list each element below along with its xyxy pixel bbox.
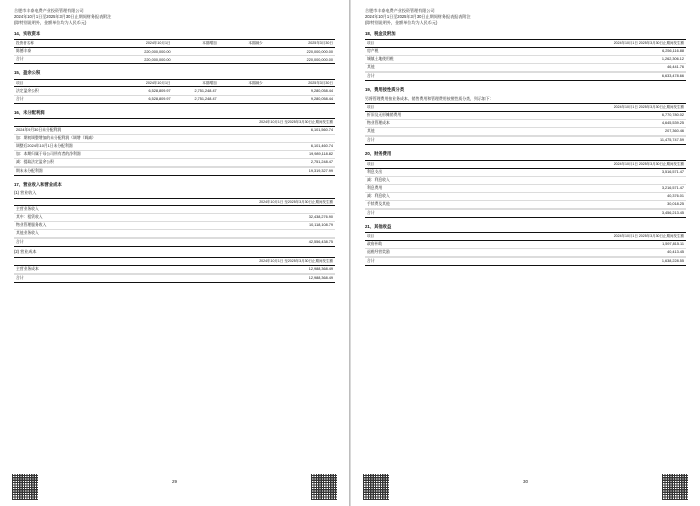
qr-code-icon [311,474,337,500]
currency-unit-note: (除特别说明外，金额单位均为人民币元) [365,19,438,25]
row-label: 利息支出 [367,169,383,174]
report-period: 2024年10月1日至2025年3月30日止期间财务报表报表附注 [365,13,471,19]
row-label: 利息费用 [367,185,383,190]
cell-increase [173,47,219,55]
list-item [365,112,686,120]
row-label: 2024年9月30日未分配利润 [16,127,62,132]
col-period [259,120,333,125]
list-item [365,128,686,136]
list-item [14,135,335,143]
report-period: 2024年10月1日至2025年3月30日止期间财务报表附注 [14,13,112,19]
col-period-to: 至2025年3月30日止期间发生额 [284,199,333,204]
row-value: 40,413.45 [667,250,684,255]
row-label: 调整后2024年10月1日未分配利润 [16,143,73,148]
section-title: 16、未分配利润 [14,109,45,115]
row-label: 主营业务收入 [16,207,39,212]
row-label: 加：期初调整增加的未分配利润（调增（调减） [16,135,96,140]
cell-item: 法定盈余公积 [14,87,108,95]
col-period-from: 2024年10月1日 [613,234,638,239]
col-close: 2025年3月30日 [265,40,335,48]
row-value: 40,376.01 [667,193,684,198]
cell-close: 9,280,058.44 [265,95,335,103]
row-label: 合计 [367,74,375,79]
col-period [614,234,684,239]
col-period-to: 至2025年3月30日止期间发生额 [284,258,333,263]
row-label: 房产税 [367,49,379,54]
cell-increase [173,56,219,64]
cell-decrease [219,47,265,55]
section-title: 15、盈余公积 [14,70,41,76]
other-income-table [365,232,686,266]
cell-increase: 2,751,248.47 [173,95,219,103]
row-label: 合计 [367,138,375,143]
list-item [365,56,686,64]
list-item [14,230,335,238]
cell-close: 220,000,000.00 [265,47,335,55]
row-label: 手续费及其他 [367,201,390,206]
col-item: 项目 [367,41,374,46]
cell-close: 9,280,058.44 [265,87,335,95]
list-item-total [365,257,686,266]
revenue-table [14,198,335,248]
list-item [365,169,686,177]
col-period [614,162,684,167]
cell-open: 6,528,809.97 [108,87,172,95]
list-item [14,159,335,167]
cell-close: 220,000,000.00 [265,56,335,64]
page-header-left [14,8,335,26]
section-note: 另将管理费用按业务成本、销售费用和管理费用按照性质分类，列示如下： [365,95,494,101]
row-value: 12,988,368.49 [308,266,333,271]
col-item-blank [16,120,17,125]
list-item [365,201,686,209]
col-increase: 本期增加 [173,40,219,48]
table-header [365,39,686,48]
cell-investor: 陈德丰泰 [14,47,108,55]
col-close: 2025年3月30日 [265,79,335,87]
cell-item: 合计 [14,95,108,103]
table-header [365,160,686,169]
cell-decrease [219,95,265,103]
list-item [365,193,686,201]
col-period-to: 至2025年3月30日止期间发生额 [284,120,333,125]
row-value: 1,262,306.12 [661,57,684,62]
section-title: 17、营业收入和营业成本 [14,181,62,187]
taxes-table [365,39,686,81]
currency-unit-note: (除特别说明外，金额单位均为人民币元) [14,19,87,25]
section-title: 18、税金及附加 [365,30,396,36]
row-value: 30,018.25 [667,201,684,206]
col-item-blank [16,200,17,205]
section-title: 20、财务费用 [365,151,392,157]
col-period [259,200,333,205]
list-item [14,143,335,151]
page-header-right [365,8,686,26]
col-period [614,105,684,110]
cell-open: 220,000,000.00 [108,47,172,55]
cell-decrease [219,87,265,95]
col-decrease: 本期减少 [219,40,265,48]
row-label: 退税经营奖励 [367,250,390,255]
col-decrease: 本期减少 [219,79,265,87]
section-surplus-reserve [14,70,335,104]
section-title: 21、其他收益 [365,223,392,229]
list-item [14,214,335,222]
row-value: 3,516,571.47 [661,169,684,174]
finance-expenses-table [365,160,686,218]
row-value: 19,319,327.99 [308,168,333,173]
list-item [14,266,335,274]
list-item [365,48,686,56]
list-item [14,127,335,135]
cell-investor: 合计 [14,56,108,64]
col-period-from: 2024年10月1日 [259,120,284,125]
section-revenue-and-cost [14,182,335,283]
row-label: 合计 [16,275,24,280]
cell-decrease [219,56,265,64]
col-increase: 本期增加 [173,79,219,87]
row-value: 12,988,368.49 [308,275,333,280]
row-value: 6,101,560.74 [310,127,333,132]
subsection-revenue-title: (1) 营业收入 [14,190,37,196]
row-label: 物业管理服务收入 [16,223,47,228]
row-label: 减：提取法定盈余公积 [16,159,54,164]
list-item-total [365,209,686,218]
row-value: 46,441.76 [667,65,684,70]
surplus-reserve-table [14,79,335,104]
list-item [14,206,335,214]
list-item [365,64,686,72]
row-label: 合计 [367,210,375,215]
table-header [14,257,335,266]
section-other-income [365,224,686,267]
col-period-to: 2025年3月30日止期间发生额 [638,234,684,239]
list-item-total [365,72,686,81]
table-row [14,56,335,64]
row-label: 合计 [367,259,375,264]
page-number: 29 [171,479,177,484]
row-value: 2,751,248.47 [310,159,333,164]
list-item-total [14,274,335,283]
row-value: 42,556,438.75 [308,240,333,245]
table-row [14,95,335,103]
row-label: 期末未分配利润 [16,168,43,173]
col-open: 2024年10月1日 [108,79,172,87]
table-header [14,198,335,207]
col-period-from: 2024年10月1日 [613,41,638,46]
col-item: 项目 [367,161,374,166]
col-item-blank [16,259,17,264]
row-label: 城镇土地使用税 [367,57,394,62]
row-value: 207,360.46 [664,129,684,134]
company-name: 合肥市丰泰电费产业投资管理有限公司 [14,8,84,13]
section-finance-expenses [365,151,686,218]
cost-table [14,257,335,283]
row-label: 物业管理成本 [367,121,390,126]
col-item: 项目 [367,234,374,239]
qr-code-icon [363,474,389,500]
list-item-total [14,167,335,176]
col-period [614,41,684,46]
row-value: 4,645,539.25 [661,121,684,126]
list-item [365,120,686,128]
cell-open: 6,528,809.97 [108,95,172,103]
qr-code-icon [12,474,38,500]
row-value: 3,216,571.47 [661,185,684,190]
row-label: 减：利息收入 [367,177,390,182]
section-taxes-and-surcharges [365,31,686,82]
col-period-to: 2025年3月30日止期间发生额 [638,161,684,166]
row-label: 主营业务成本 [16,266,39,271]
page-number: 30 [522,479,528,484]
col-period-to: 2025年3月30日止期间发生额 [638,105,684,110]
page-right [350,0,700,506]
table-row [14,47,335,55]
section-title: 19、费用按性质分类 [365,87,405,93]
list-item [365,249,686,257]
row-label: 其他业务收入 [16,231,39,236]
col-open: 2024年10月1日 [108,40,172,48]
list-item [14,222,335,230]
row-value: 32,438,276.90 [308,215,333,220]
list-item-total [365,136,686,145]
list-item-total [14,238,335,247]
list-item [365,177,686,185]
list-item [14,151,335,159]
row-value: 11,475,747.59 [660,138,684,143]
row-value: 6,256,116.88 [662,49,684,54]
row-value: 3,456,213.45 [661,210,684,215]
cell-open: 220,000,000.00 [108,56,172,64]
row-value: 1,597,815.11 [662,242,684,247]
section-expenses-by-nature [365,87,686,145]
paid-in-capital-table [14,39,335,64]
subsection-cost-title: (2) 营业成本 [14,249,37,255]
col-item: 项目 [14,79,108,87]
col-item: 项目 [367,105,374,110]
row-value: 6,770,780.02 [661,113,684,118]
retained-earnings-table [14,118,335,176]
row-label: 折旧及无形摊销费用 [367,113,402,118]
table-row [14,87,335,95]
col-period-from: 2024年10月1日 [613,105,638,110]
section-retained-earnings [14,110,335,176]
expenses-table [365,103,686,145]
row-value: 10,118,108.79 [309,223,333,228]
list-item [365,241,686,249]
section-title: 14、实收资本 [14,30,41,36]
section-paid-in-capital [14,31,335,65]
col-period-from: 2024年10月1日 [259,199,284,204]
row-value: 1,638,228.55 [661,259,684,264]
row-label: 合计 [16,240,24,245]
row-label: 政府补助 [367,242,383,247]
col-period [259,259,333,264]
table-header [14,118,335,127]
col-period-from: 2024年10月1日 [613,161,638,166]
qr-code-icon [662,474,688,500]
row-value: 19,989,118.82 [309,151,333,156]
table-header [365,103,686,112]
row-value: 6,633,478.66 [661,74,684,79]
row-value: 6,101,460.74 [310,143,333,148]
row-label: 其他 [367,129,375,134]
row-label: 其他 [367,65,375,70]
list-item [365,185,686,193]
company-name: 合肥市丰泰电费产业投资管理有限公司 [365,8,435,13]
row-label: 其中：租赁收入 [16,215,43,220]
table-header [365,232,686,241]
col-investor: 投资者名称 [14,40,108,48]
row-label: 减：利息收入 [367,193,390,198]
cell-increase: 2,751,248.47 [173,87,219,95]
col-period-to: 2025年3月30日止期间发生额 [638,41,684,46]
row-label: 加：本期归属于母公司所有者的净利润 [16,151,81,156]
col-period-from: 2024年10月1日 [259,258,284,263]
